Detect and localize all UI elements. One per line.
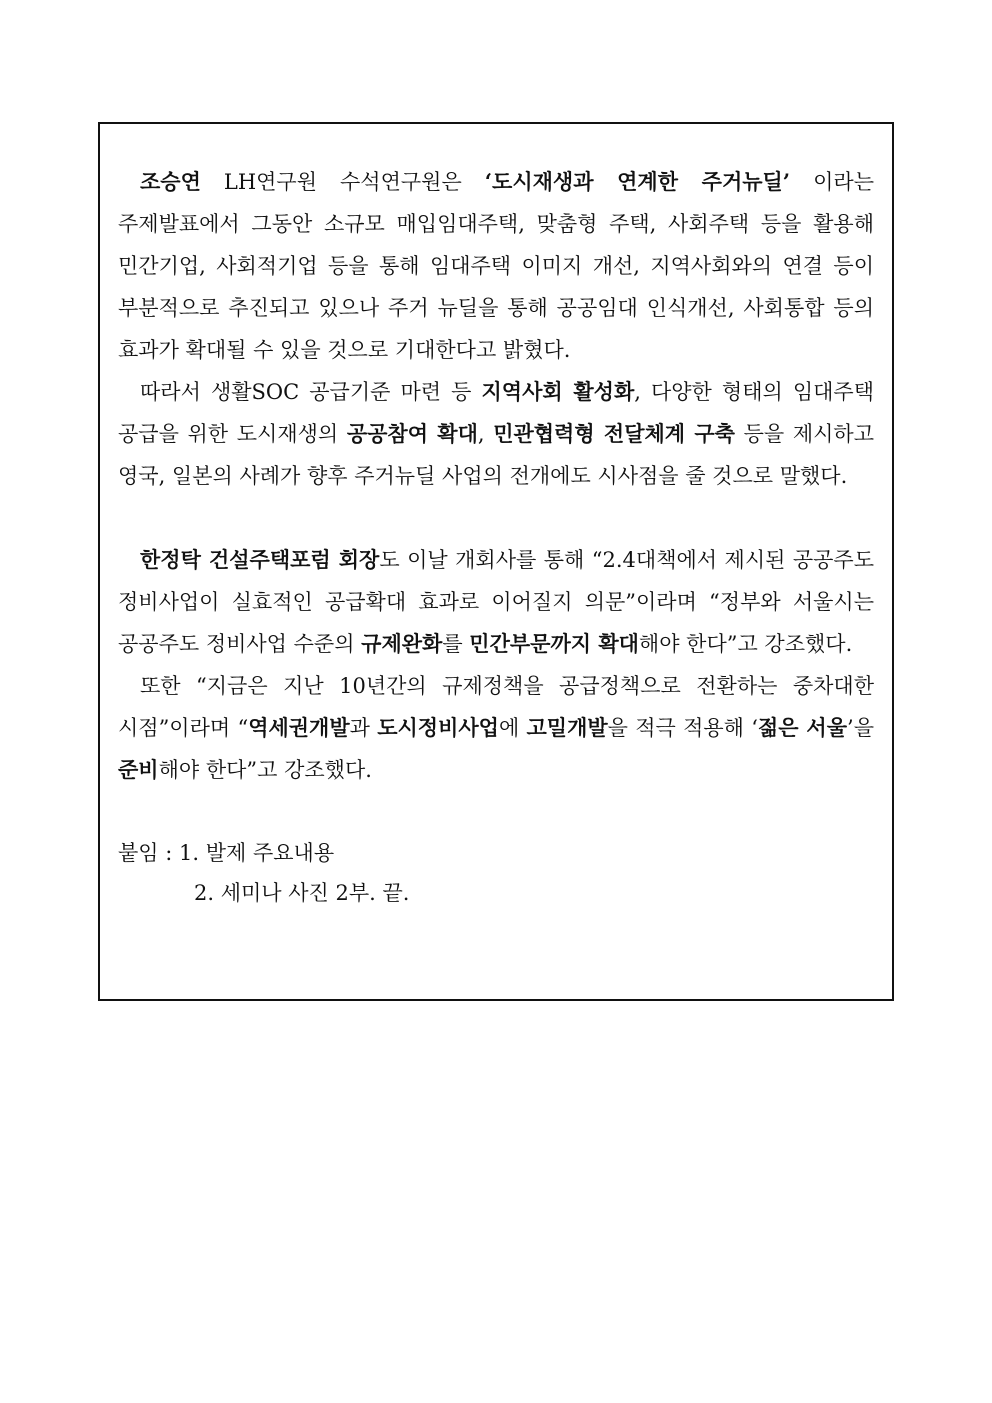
body-text: 따라서 생활SOC 공급기준 마련 등 bbox=[140, 380, 482, 404]
emphasis-text: 공공참여 확대 bbox=[346, 421, 478, 446]
document-body bbox=[118, 161, 874, 913]
body-text: 이라는 주제발표에서 그동안 소규모 매입임대주택, 맞춤형 주택, 사회주택 등을 활용해 민간기업, 사회적기업 등을 통해 임대주택 이미지 개선, 지역사회와의 연결 등이 부분적으로 추진되고 있으나 주거 뉴딜을 통해 공공임대 인식개선, 사회통합 등의 효과가 확대될 수 있을 것으로 기대한다고 밝혔다. bbox=[118, 170, 874, 362]
emphasis-text: ‘도시재생과 연계한 주거뉴딜’ bbox=[484, 169, 791, 194]
emphasis-text: 준비 bbox=[118, 757, 159, 782]
emphasis-text: 조승연 bbox=[140, 169, 201, 194]
body-text: ’을 bbox=[847, 716, 874, 740]
body-text: 또한 “지금은 지난 10년간의 규제정책을 공급정책으로 전환하는 중차대한 시점”이라며 “ bbox=[118, 674, 874, 740]
attachment-line-1: 붙임 : 1. 발제 주요내용 bbox=[118, 841, 335, 865]
body-text: 등을 제시하고 영국, 일본의 사례가 향후 주거뉴딜 사업의 전개에도 시사점을 줄 것으로 말했다. bbox=[118, 422, 874, 488]
emphasis-text: 지역사회 활성화 bbox=[481, 379, 635, 404]
emphasis-text: 도시정비사업 bbox=[377, 715, 499, 740]
body-text: 를 bbox=[442, 632, 470, 656]
paragraph-1 bbox=[118, 161, 874, 371]
attachment-line-2: 2. 세미나 사진 2부. 끝. bbox=[194, 881, 410, 905]
emphasis-text: 한정탁 건설주택포럼 회장 bbox=[140, 547, 380, 572]
body-text: 과 bbox=[349, 716, 378, 740]
paragraph-4 bbox=[118, 665, 874, 791]
body-text: 에 bbox=[498, 716, 527, 740]
emphasis-text: 민관협력형 전달체계 구축 bbox=[493, 421, 735, 446]
body-text: 도 이날 개회사를 통해 “2.4대책에서 제시된 공공주도 정비사업이 실효적인 공급확대 효과로 이어질지 의문”이라며 “정부와 서울시는 공공주도 정비사업 수준의 bbox=[118, 548, 874, 656]
body-text: , bbox=[477, 422, 494, 446]
document-frame bbox=[98, 122, 894, 1001]
emphasis-text: 민간부문까지 확대 bbox=[469, 631, 639, 656]
emphasis-text: 고밀개발 bbox=[526, 715, 608, 740]
body-text: 해야 한다”고 강조했다. bbox=[638, 632, 853, 656]
body-text: 을 적극 적용해 ‘ bbox=[607, 716, 758, 740]
body-text: 해야 한다”고 강조했다. bbox=[158, 758, 372, 782]
emphasis-text: 젊은 서울 bbox=[757, 715, 848, 740]
paragraph-2 bbox=[118, 371, 874, 497]
emphasis-text: 역세권개발 bbox=[248, 715, 350, 740]
body-text: , 다양한 형태의 임대주택 공급을 위한 도시재생의 bbox=[118, 380, 875, 446]
paragraph-3 bbox=[118, 539, 874, 665]
paragraph-gap bbox=[118, 791, 874, 833]
emphasis-text: 규제완화 bbox=[361, 631, 443, 656]
body-text: LH연구원 수석연구원은 bbox=[200, 170, 485, 194]
paragraph-gap bbox=[118, 497, 874, 539]
